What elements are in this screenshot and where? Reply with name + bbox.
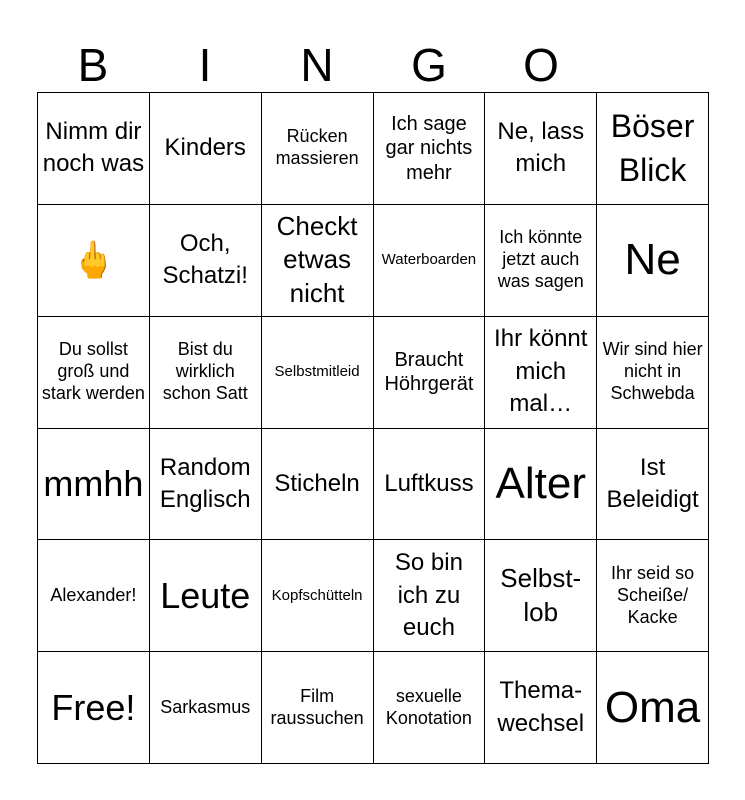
bingo-cell[interactable] bbox=[374, 205, 486, 317]
bingo-cell-text: Leute bbox=[160, 574, 251, 616]
bingo-cell-text: Luftkuss bbox=[384, 469, 474, 497]
bingo-cell[interactable] bbox=[597, 652, 709, 764]
bingo-cell-text: Selbstmitleid bbox=[274, 362, 360, 380]
bingo-cell[interactable] bbox=[150, 429, 262, 541]
bingo-cell-text: Bist du wirklich schon Satt bbox=[162, 339, 248, 404]
bingo-cell-text: Ich sage gar nichts mehr bbox=[385, 112, 473, 184]
bingo-cell-text: Alexander! bbox=[50, 584, 137, 605]
bingo-cell[interactable] bbox=[485, 93, 597, 205]
bingo-cell[interactable] bbox=[597, 317, 709, 429]
bingo-cell[interactable] bbox=[262, 652, 374, 764]
bingo-cell-text: Kopfschütteln bbox=[271, 586, 363, 604]
bingo-cell-text: So bin ich zu euch bbox=[394, 549, 463, 641]
bingo-cell[interactable] bbox=[374, 429, 486, 541]
header-letter-o: O bbox=[523, 39, 559, 91]
bingo-cell[interactable] bbox=[262, 205, 374, 317]
bingo-cell-text: Waterboarden bbox=[381, 251, 477, 269]
bingo-cell[interactable] bbox=[38, 652, 150, 764]
header-letter-b: B bbox=[77, 39, 109, 91]
bingo-cell-text: Och, Schatzi! bbox=[162, 229, 248, 290]
bingo-cell-text: Thema-wechsel bbox=[497, 677, 585, 737]
bingo-cell[interactable] bbox=[374, 317, 486, 429]
bingo-cell[interactable] bbox=[262, 93, 374, 205]
bingo-cell-text: Oma bbox=[604, 682, 701, 732]
bingo-cell[interactable] bbox=[38, 317, 150, 429]
bingo-cell[interactable] bbox=[597, 93, 709, 205]
bingo-cell[interactable] bbox=[262, 540, 374, 652]
bingo-cell[interactable] bbox=[597, 429, 709, 541]
bingo-grid bbox=[37, 92, 709, 764]
bingo-cell[interactable] bbox=[597, 205, 709, 317]
bingo-cell-text: Ihr könnt mich mal… bbox=[494, 325, 588, 418]
bingo-header bbox=[37, 38, 709, 93]
bingo-cell[interactable] bbox=[150, 93, 262, 205]
bingo-cell-text: Selbst-lob bbox=[500, 562, 582, 627]
bingo-cell-text: Du sollst groß und stark werden bbox=[41, 339, 145, 404]
bingo-cell[interactable] bbox=[38, 540, 150, 652]
bingo-cell[interactable] bbox=[374, 652, 486, 764]
bingo-cell-text: Rücken massieren bbox=[275, 126, 359, 169]
bingo-cell[interactable] bbox=[597, 540, 709, 652]
bingo-cell-text: Ne bbox=[624, 235, 681, 285]
header-letter-n: N bbox=[300, 39, 334, 91]
bingo-cell[interactable] bbox=[485, 205, 597, 317]
bingo-cell[interactable] bbox=[38, 93, 150, 205]
bingo-cell-text: Free! bbox=[51, 686, 136, 728]
bingo-cell-text: Random Englisch bbox=[159, 453, 251, 513]
middle-finger-icon: 🖕 bbox=[71, 239, 116, 281]
bingo-cell[interactable] bbox=[150, 540, 262, 652]
bingo-cell[interactable] bbox=[485, 429, 597, 541]
bingo-cell[interactable] bbox=[150, 652, 262, 764]
bingo-cell[interactable] bbox=[150, 205, 262, 317]
bingo-cell[interactable] bbox=[262, 317, 374, 429]
bingo-cell-text: Braucht Höhrgerät bbox=[384, 348, 474, 396]
bingo-cell-text: Alter bbox=[495, 459, 586, 509]
bingo-cell[interactable] bbox=[38, 205, 150, 317]
bingo-cell[interactable] bbox=[485, 652, 597, 764]
header-letter-g: G bbox=[411, 39, 447, 91]
bingo-cell[interactable] bbox=[150, 317, 262, 429]
bingo-cell-text: Ne, lass mich bbox=[497, 118, 585, 178]
bingo-cell-text: sexuelle Konotation bbox=[385, 685, 472, 728]
bingo-cell-text: Böser Blick bbox=[610, 107, 695, 189]
bingo-cell-text: Nimm dir noch was bbox=[42, 118, 145, 178]
bingo-cell-text: Ihr seid so Scheiße/ Kacke bbox=[611, 562, 695, 627]
bingo-cell[interactable] bbox=[262, 429, 374, 541]
bingo-cell[interactable] bbox=[374, 540, 486, 652]
bingo-cell-text: Checkt etwas nicht bbox=[276, 210, 358, 309]
bingo-cell-text: Film raussuchen bbox=[270, 685, 364, 728]
bingo-cell[interactable] bbox=[374, 93, 486, 205]
bingo-cell-text: Ich könnte jetzt auch was sagen bbox=[497, 227, 584, 292]
header-letter-i: I bbox=[198, 39, 212, 91]
bingo-cell[interactable] bbox=[38, 429, 150, 541]
bingo-cell-text: Sticheln bbox=[274, 469, 360, 497]
bingo-cell-text: Kinders bbox=[164, 134, 246, 162]
bingo-cell[interactable] bbox=[485, 540, 597, 652]
bingo-cell-text: Sarkasmus bbox=[160, 696, 251, 717]
bingo-cell-text: Wir sind hier nicht in Schwebda bbox=[602, 339, 703, 404]
bingo-cell-text: Ist Beleidigt bbox=[606, 453, 699, 513]
bingo-cell[interactable] bbox=[485, 317, 597, 429]
bingo-cell-text: mmhh bbox=[43, 462, 144, 504]
